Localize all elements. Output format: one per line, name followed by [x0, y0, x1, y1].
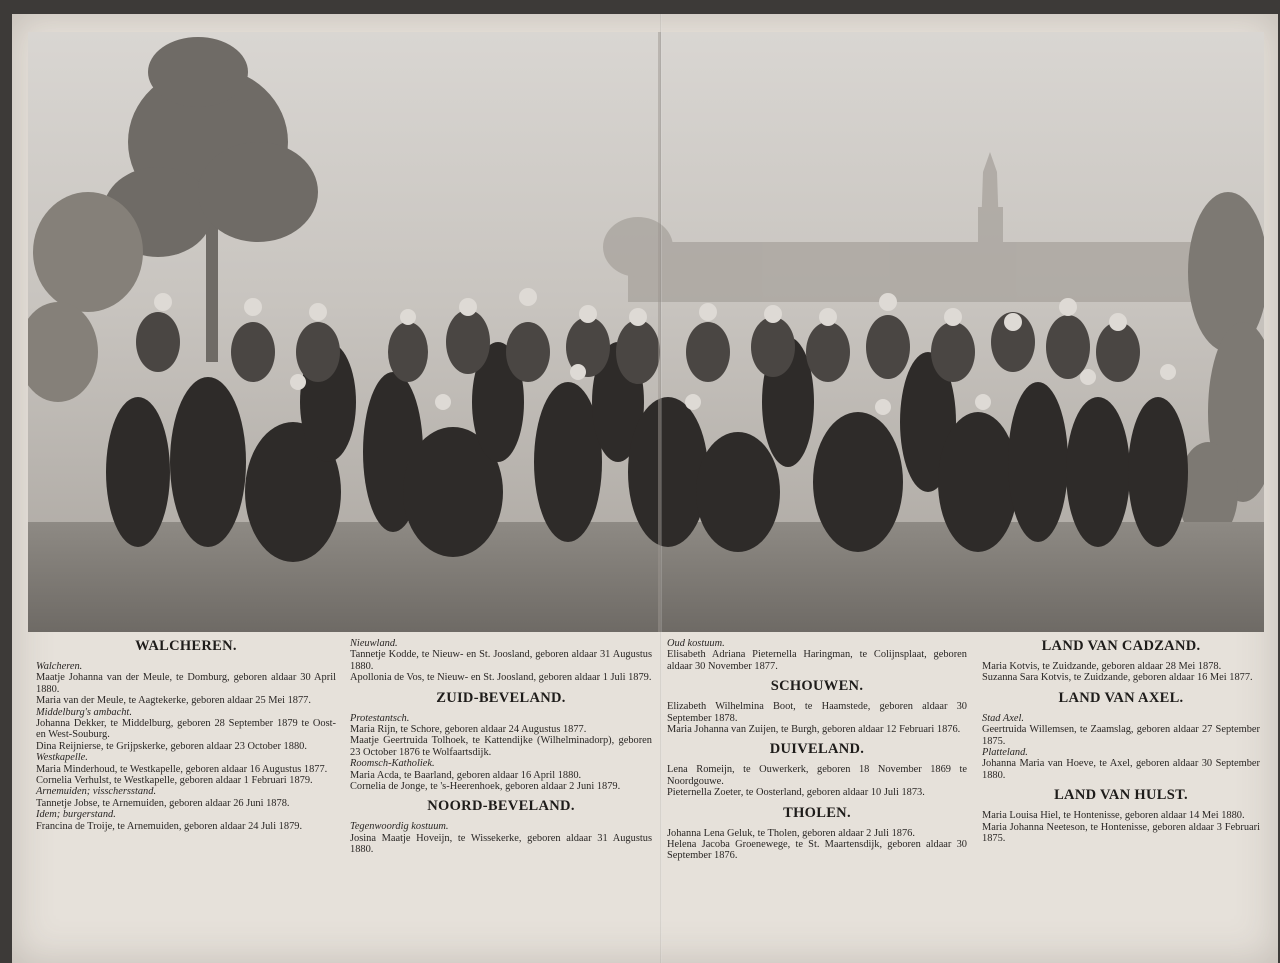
caption-section: [36, 638, 336, 832]
person-entry: Johanna Dekker, te Middelburg, geboren 28 September 1879 te Oost- en West-Souburg.: [36, 718, 336, 741]
caption-section: [667, 678, 967, 735]
caption-section: [667, 805, 967, 862]
costume-subheading: Platteland.: [982, 747, 1028, 759]
person-entry: Lena Romeijn, te Ouwerkerk, geboren 18 November 1869 te Noordgouwe.: [667, 764, 967, 787]
region-heading: WALCHEREN.: [135, 638, 237, 654]
costume-subheading: Nieuwland.: [350, 638, 398, 649]
person-entry: Tannetje Kodde, te Nieuw- en St. Joosland, geboren aldaar 31 Augustus 1880.: [350, 649, 652, 672]
person-entry: Francina de Troije, te Arnemuiden, geboren aldaar 24 Juli 1879.: [36, 820, 303, 832]
costume-subheading: Walcheren.: [36, 661, 83, 672]
person-entry: Suzanna Sara Kotvis, te Zuidzande, geboren aldaar 16 Mei 1877.: [982, 672, 1253, 684]
person-entry: Maria van der Meule, te Aagtekerke, geboren aldaar 25 Mei 1877.: [36, 695, 311, 707]
group-photograph-drawing: [28, 32, 1264, 632]
costume-subheading: Westkapelle.: [36, 752, 88, 764]
region-heading: LAND VAN HULST.: [1054, 787, 1188, 804]
person-entry: Maria Johanna van Zuijen, te Burgh, geboren aldaar 12 Februari 1876.: [667, 724, 961, 736]
person-entry: Pieternella Zoeter, te Oosterland, geboren aldaar 10 Juli 1873.: [667, 787, 925, 799]
region-heading: ZUID-BEVELAND.: [436, 689, 566, 706]
costume-subheading: Middelburg's ambacht.: [36, 706, 132, 718]
caption-section: [350, 798, 652, 855]
group-photograph: [28, 32, 1264, 632]
region-heading: LAND VAN AXEL.: [1058, 689, 1184, 706]
caption-section: [982, 787, 1260, 844]
person-entry: Johanna Maria van Hoeve, te Axel, geboren aldaar 30 September 1880.: [982, 758, 1260, 781]
person-entry: Maria Rijn, te Schore, geboren aldaar 24 Augustus 1877.: [350, 724, 587, 736]
person-entry: Johanna Lena Geluk, te Tholen, geboren aldaar 2 Juli 1876.: [667, 827, 915, 839]
costume-subheading: Roomsch-Katholiek.: [350, 758, 435, 770]
caption-column-1: [36, 638, 336, 838]
person-entry: Dina Reijnierse, te Grijpskerke, geboren aldaar 23 October 1880.: [36, 740, 307, 752]
person-entry: Helena Jacoba Groenewege, te St. Maartensdijk, geboren aldaar 30 September 1876.: [667, 839, 967, 862]
person-entry: Elizabeth Wilhelmina Boot, te Haamstede, geboren aldaar 30 September 1878.: [667, 701, 967, 724]
person-entry: Josina Maatje Hoveijn, te Wissekerke, geboren aldaar 31 Augustus 1880.: [350, 832, 652, 856]
person-entry: Tannetje Jobse, te Arnemuiden, geboren aldaar 26 Juni 1878.: [36, 797, 290, 809]
caption-section: [350, 690, 652, 793]
costume-subheading: Protestantsch.: [350, 712, 410, 724]
person-entry: Cornelia Verhulst, te Westkapelle, geboren aldaar 1 Februari 1879.: [36, 775, 313, 787]
costume-subheading: Arnemuiden; visschersstand.: [36, 786, 157, 798]
region-heading: DUIVELAND.: [769, 741, 865, 758]
person-entry: Maria Kotvis, te Zuidzande, geboren aldaar 28 Mei 1878.: [982, 661, 1222, 672]
caption-section: [667, 741, 967, 798]
person-entry: Maria Minderhoud, te Westkapelle, geboren aldaar 16 Augustus 1877.: [36, 763, 328, 775]
person-entry: Elisabeth Adriana Pieternella Haringman, te Colijnsplaat, geboren aldaar 30 November 1877.: [667, 649, 967, 672]
caption-column-3: [667, 638, 967, 868]
person-entry: Maria Johanna Neeteson, te Hontenisse, geboren aldaar 3 Februari 1875.: [982, 821, 1260, 845]
costume-subheading: Oud kostuum.: [667, 638, 725, 649]
person-entry: Apollonia de Vos, te Nieuw- en St. Joosland, geboren aldaar 1 Juli 1879.: [350, 672, 652, 684]
caption-column-2: [350, 638, 652, 862]
printed-sheet: [12, 14, 1278, 963]
caption-section: [667, 638, 967, 672]
person-entry: Maatje Johanna van der Meule, te Domburg, geboren aldaar 30 April 1880.: [36, 672, 336, 695]
person-entry: Maria Acda, te Baarland, geboren aldaar 16 April 1880.: [350, 769, 582, 781]
caption-section: [982, 690, 1260, 781]
caption-section: [982, 638, 1260, 684]
person-entry: Maatje Geertruida Tolhoek, te Kattendijke (Wilhelminadorp), geboren 23 October 1876 te Wolfaartsdijk.: [350, 735, 652, 758]
person-entry: Maria Louisa Hiel, te Hontenisse, geboren aldaar 14 Mei 1880.: [982, 810, 1245, 822]
person-entry: Cornelia de Jonge, te 's-Heerenhoek, geboren aldaar 2 Juni 1879.: [350, 781, 621, 793]
costume-subheading: Idem; burgerstand.: [36, 809, 116, 821]
costume-subheading: Stad Axel.: [982, 712, 1024, 724]
costume-subheading: Tegenwoordig kostuum.: [350, 821, 449, 833]
page-fold: [660, 14, 662, 963]
region-heading: THOLEN.: [783, 804, 851, 821]
region-heading: SCHOUWEN.: [770, 678, 864, 695]
caption-column-4: [982, 638, 1260, 850]
person-entry: Geertruida Willemsen, te Zaamslag, geboren aldaar 27 September 1875.: [982, 724, 1260, 747]
region-heading: NOORD-BEVELAND.: [427, 798, 575, 815]
region-heading: LAND VAN CADZAND.: [1041, 638, 1201, 654]
caption-section: [350, 638, 652, 684]
